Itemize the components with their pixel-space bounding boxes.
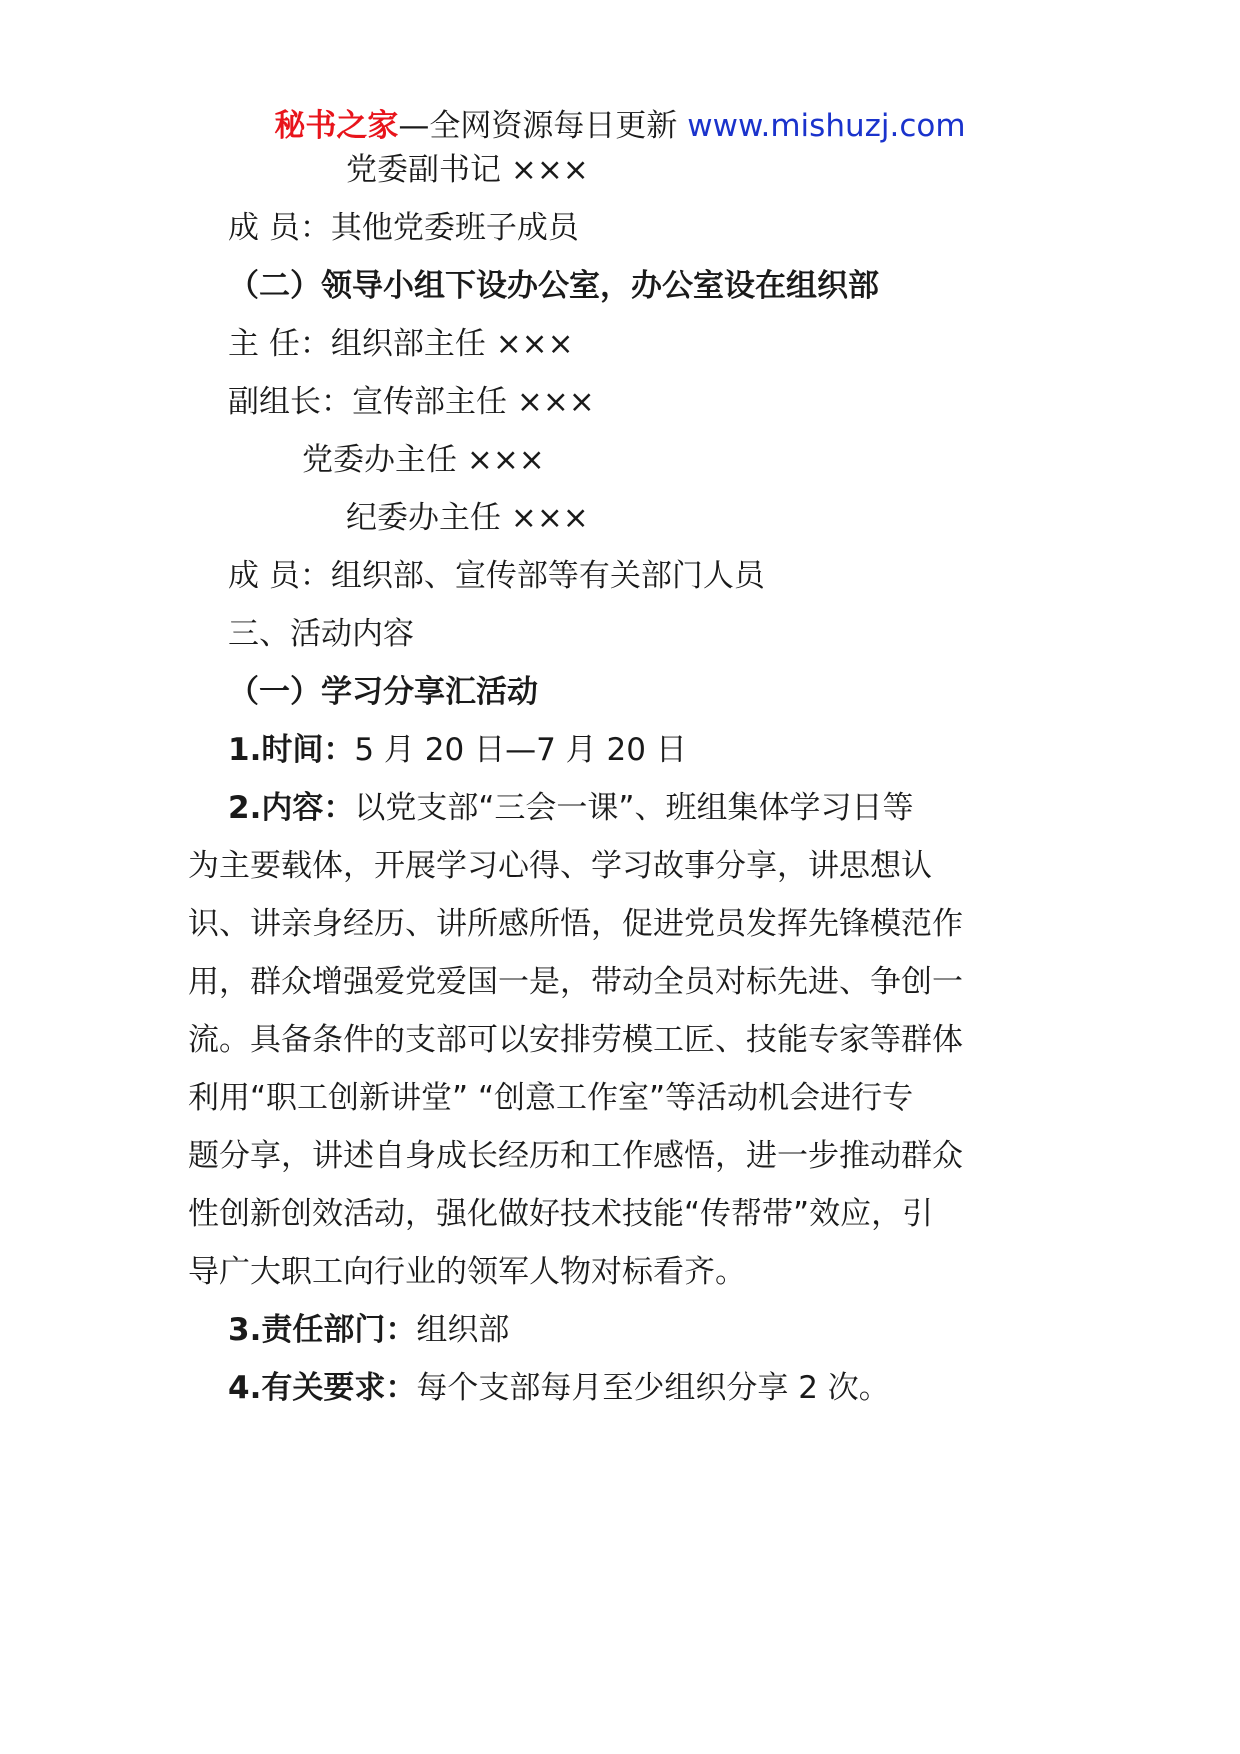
sub-heading-study-share: （一）学习分享汇活动 — [228, 674, 538, 710]
time-line — [228, 724, 687, 776]
department-label: 3.责任部门： — [228, 1312, 417, 1348]
content-line: 利用“职工创新讲堂” “创意工作室”等活动机会进行专 — [188, 1080, 914, 1116]
deputy-secretary-line: 党委副书记 ××× — [346, 152, 589, 188]
site-url-link[interactable]: www.mishuzj.com — [687, 108, 966, 144]
deputy-leader-line: 副组长：宣传部主任 ××× — [228, 384, 595, 420]
content-line: 流。具备条件的支部可以安排劳模工匠、技能专家等群体 — [188, 1022, 963, 1058]
requirements-value: 每个支部每月至少组织分享 2 次。 — [416, 1370, 890, 1406]
time-label: 1.时间： — [228, 732, 355, 768]
brand-name: 秘书之家 — [274, 108, 399, 144]
content-line: 导广大职工向行业的领军人物对标看齐。 — [188, 1254, 746, 1290]
director-line: 主 任：组织部主任 ××× — [228, 326, 574, 362]
office-members-line: 成 员：组织部、宣传部等有关部门人员 — [228, 558, 765, 594]
content-line: 用，群众增强爱党爱国一是，带动全员对标先进、争创一 — [188, 964, 963, 1000]
site-header — [0, 100, 1240, 152]
deputy-leader-2-line: 党委办主任 ××× — [302, 442, 545, 478]
department-line — [228, 1304, 509, 1356]
requirements-label: 4.有关要求： — [228, 1370, 417, 1406]
department-value: 组织部 — [416, 1312, 510, 1348]
deputy-leader-3-line: 纪委办主任 ××× — [346, 500, 589, 536]
requirements-line — [228, 1362, 890, 1414]
content-line: 性创新创效活动，强化做好技术技能“传帮带”效应，引 — [188, 1196, 934, 1232]
content-first-text: 以党支部“三会一课”、班组集体学习日等 — [354, 790, 914, 826]
section-three-heading: 三、活动内容 — [228, 616, 414, 652]
header-tagline: —全网资源每日更新 — [398, 108, 688, 144]
content-line: 题分享，讲述自身成长经历和工作感悟，进一步推动群众 — [188, 1138, 963, 1174]
content-label: 2.内容： — [228, 790, 355, 826]
content-line: 识、讲亲身经历、讲所感所悟，促进党员发挥先锋模范作 — [188, 906, 963, 942]
time-value: 5 月 20 日—7 月 20 日 — [354, 732, 687, 768]
members-line: 成 员：其他党委班子成员 — [228, 210, 579, 246]
office-heading: （二）领导小组下设办公室，办公室设在组织部 — [228, 268, 879, 304]
content-line: 为主要载体，开展学习心得、学习故事分享，讲思想认 — [188, 848, 932, 884]
content-first-line — [228, 782, 913, 834]
